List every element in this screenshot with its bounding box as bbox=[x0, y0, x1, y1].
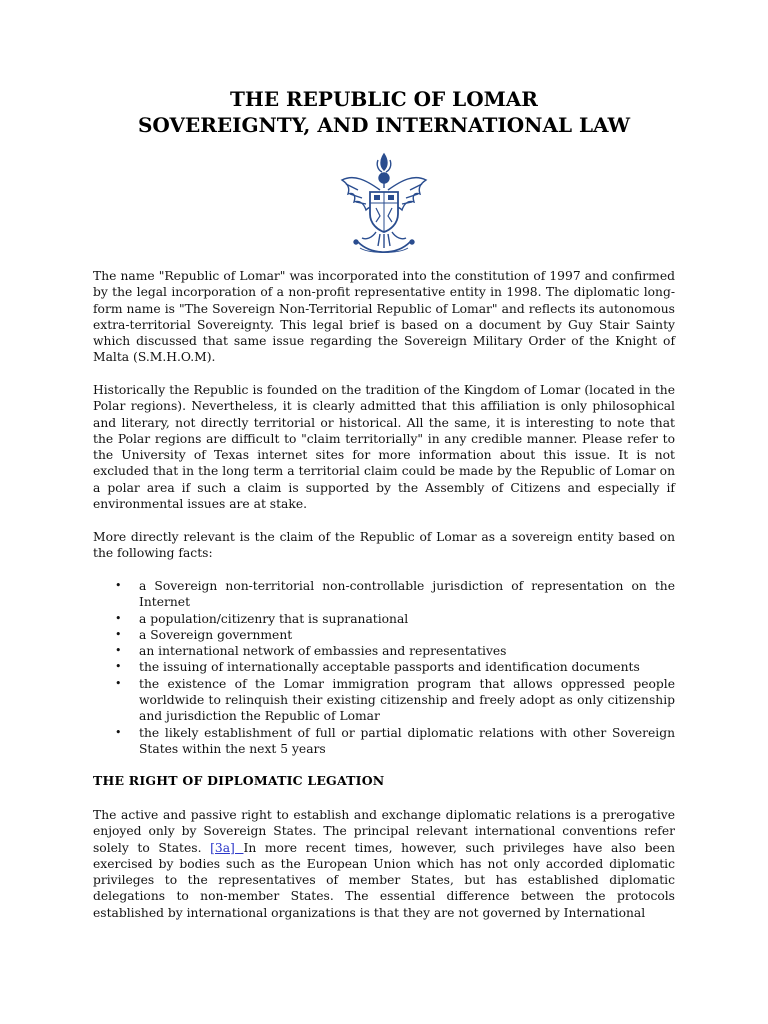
list-item: • the existence of the Lomar immigration program that allows oppressed people worldwide to relinquish their existing citizenship and freely adopt as only citizenship and jurisdiction the Republic of Lomar bbox=[93, 676, 675, 725]
facts-list bbox=[93, 578, 675, 757]
title-line-2: SOVEREIGNTY, AND INTERNATIONAL LAW bbox=[137, 113, 631, 137]
document-title bbox=[0, 86, 768, 138]
coat-of-arms-eagle-icon bbox=[336, 150, 432, 260]
list-item: • a population/citizenry that is supranational bbox=[93, 611, 675, 627]
legation-text-end: In more recent times, however, such privileges have also been exercised by bodies such as the European Union which has not only accorded diplomatic privileges to the representatives of member States, but has established diplomatic delegations to non-member States. The essential difference between the protocols established by international organizations is that they are not governed by International bbox=[93, 840, 675, 920]
list-item: • a Sovereign government bbox=[93, 627, 675, 643]
list-item: • the likely establishment of full or partial diplomatic relations with other Sovereign States within the next 5 years bbox=[93, 725, 675, 758]
footnote-link-3a[interactable]: [3a] bbox=[210, 840, 244, 855]
facts-intro-paragraph: More directly relevant is the claim of the Republic of Lomar as a sovereign entity based on the following facts: bbox=[93, 530, 675, 561]
list-item: • a Sovereign non-territorial non-controllable jurisdiction of representation on the Internet bbox=[93, 578, 675, 611]
legation-paragraph bbox=[93, 807, 675, 921]
history-paragraph: Historically the Republic is founded on the tradition of the Kingdom of Lomar (located in the Polar regions). Nevertheless, it is clearly admitted that this affiliation is only philosophical and literary, not directly territorial or historical. All the same, it is interesting to note that the Polar regions are difficult to "claim territorially" in any credible manner. Please refer to the University of Texas internet sites for more information about this issue. It is not excluded that in the long term a territorial claim could be made by the Republic of Lomar on a polar area if such a claim is supported by the Assembly of Citizens and especially if environmental issues are at stake. bbox=[93, 383, 675, 512]
title-line-1: THE REPUBLIC OF LOMAR bbox=[230, 87, 538, 111]
intro-paragraph: The name "Republic of Lomar" was incorporated into the constitution of 1997 and confirmed by the legal incorporation of a non-profit representative entity in 1998. The diplomatic long-form name is "The Sovereign Non-Territorial Republic of Lomar" and reflects its autonomous extra-territorial Sovereignty. This legal brief is based on a document by Guy Stair Sainty which discussed that same issue regarding the Sovereign Military Order of the Knight of Malta (S.M.H.O.M). bbox=[93, 269, 675, 365]
list-item: • an international network of embassies and representatives bbox=[93, 643, 675, 659]
legation-text-start: The active and passive right to establish and exchange diplomatic relations is a prerogative enjoyed only by Sovereign States. The principal relevant international conventions refer solely to States. bbox=[93, 808, 675, 855]
list-item: • the issuing of internationally acceptable passports and identification documents bbox=[93, 659, 675, 675]
section-heading: THE RIGHT OF DIPLOMATIC LEGATION bbox=[93, 773, 385, 788]
